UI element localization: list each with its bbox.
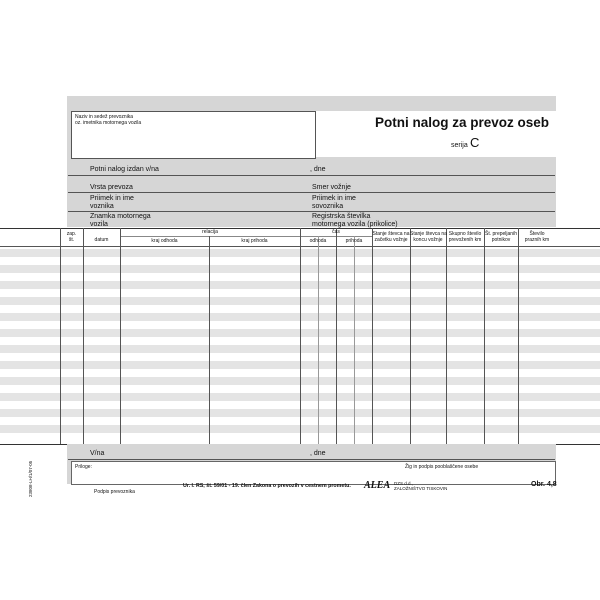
issued-date-label: , dne xyxy=(310,166,326,173)
transport-type-label: Vrsta prevoza xyxy=(90,184,133,191)
footer-line xyxy=(68,459,555,460)
publisher-logo: ALEA xyxy=(364,480,391,491)
col-line xyxy=(518,228,519,444)
series-label: serija xyxy=(451,142,468,149)
issued-in-label: Potni nalog izdan v/na xyxy=(90,166,159,173)
registration-label: Registrska številka motornega vozila (prikolice) xyxy=(312,213,398,228)
col-header-time: čas xyxy=(332,229,340,235)
series-value: C xyxy=(470,135,480,150)
field-line xyxy=(68,175,555,176)
col-header-departure-place: kraj odhoda xyxy=(151,238,178,244)
attachments-label: Priloge: xyxy=(75,464,92,470)
vehicle-brand-label: Znamka motornega vozila xyxy=(90,213,151,228)
legal-note: Ur. l. RS, št. 59/01 - 19. člen Zakona o prevozih v cestnem prometu. xyxy=(183,483,351,489)
form-title: Potni nalog za prevoz oseb xyxy=(375,115,550,130)
attachments-box xyxy=(71,461,404,485)
col-header-date: datum xyxy=(94,237,109,243)
col-line xyxy=(209,236,210,444)
col-header-odometer-end: Stanje števca na koncu vožnje xyxy=(410,231,447,243)
col-line xyxy=(336,228,337,444)
col-line xyxy=(372,228,373,444)
sender-sign-label: Podpis prevoznika xyxy=(94,489,135,495)
codriver-label: Priimek in ime sovoznika xyxy=(312,195,356,210)
sender-label: Naziv in sedež prevoznika oz. imetnika motornega vozila xyxy=(75,114,142,126)
col-line xyxy=(410,228,411,444)
footer-place-label: V/na xyxy=(90,450,105,457)
field-line xyxy=(68,211,555,212)
col-header-empty-km: Število praznih km xyxy=(524,231,550,243)
form-number: Obr. 4,8 xyxy=(531,481,557,488)
col-line xyxy=(484,228,485,444)
side-code: 23808-LH/1/07-05 xyxy=(28,460,33,497)
col-line xyxy=(300,228,301,444)
col-line xyxy=(120,228,121,444)
col-line xyxy=(60,228,61,444)
col-header-passengers: Št. prepeljanih potnikov xyxy=(485,231,517,243)
col-line xyxy=(354,236,355,444)
stamp-sign-label: Žig in podpis pooblaščene osebe xyxy=(405,464,479,470)
col-line xyxy=(446,228,447,444)
col-header-odometer-start: Stanje števca na začetku vožnje xyxy=(372,231,410,243)
col-header-arrival-place: kraj prihoda xyxy=(241,238,268,244)
col-line xyxy=(318,236,319,444)
col-header-no: zap. št. xyxy=(66,231,77,243)
driver-label: Priimek in ime voznika xyxy=(90,195,134,210)
col-header-departure: odhoda xyxy=(309,238,327,244)
col-header-total-km: Skupno število prevoženih km xyxy=(448,231,482,243)
col-line xyxy=(83,228,84,444)
col-header-relation: relacija xyxy=(202,229,218,235)
field-line xyxy=(68,192,555,193)
relation-subline xyxy=(120,236,300,237)
col-header-arrival: prihoda xyxy=(345,238,363,244)
route-direction-label: Smer vožnje xyxy=(312,184,351,191)
publisher-name: DZS d.d., ZALOŽNIŠTVO TISKOVIN xyxy=(394,481,448,491)
footer-date-label: , dne xyxy=(310,450,326,457)
